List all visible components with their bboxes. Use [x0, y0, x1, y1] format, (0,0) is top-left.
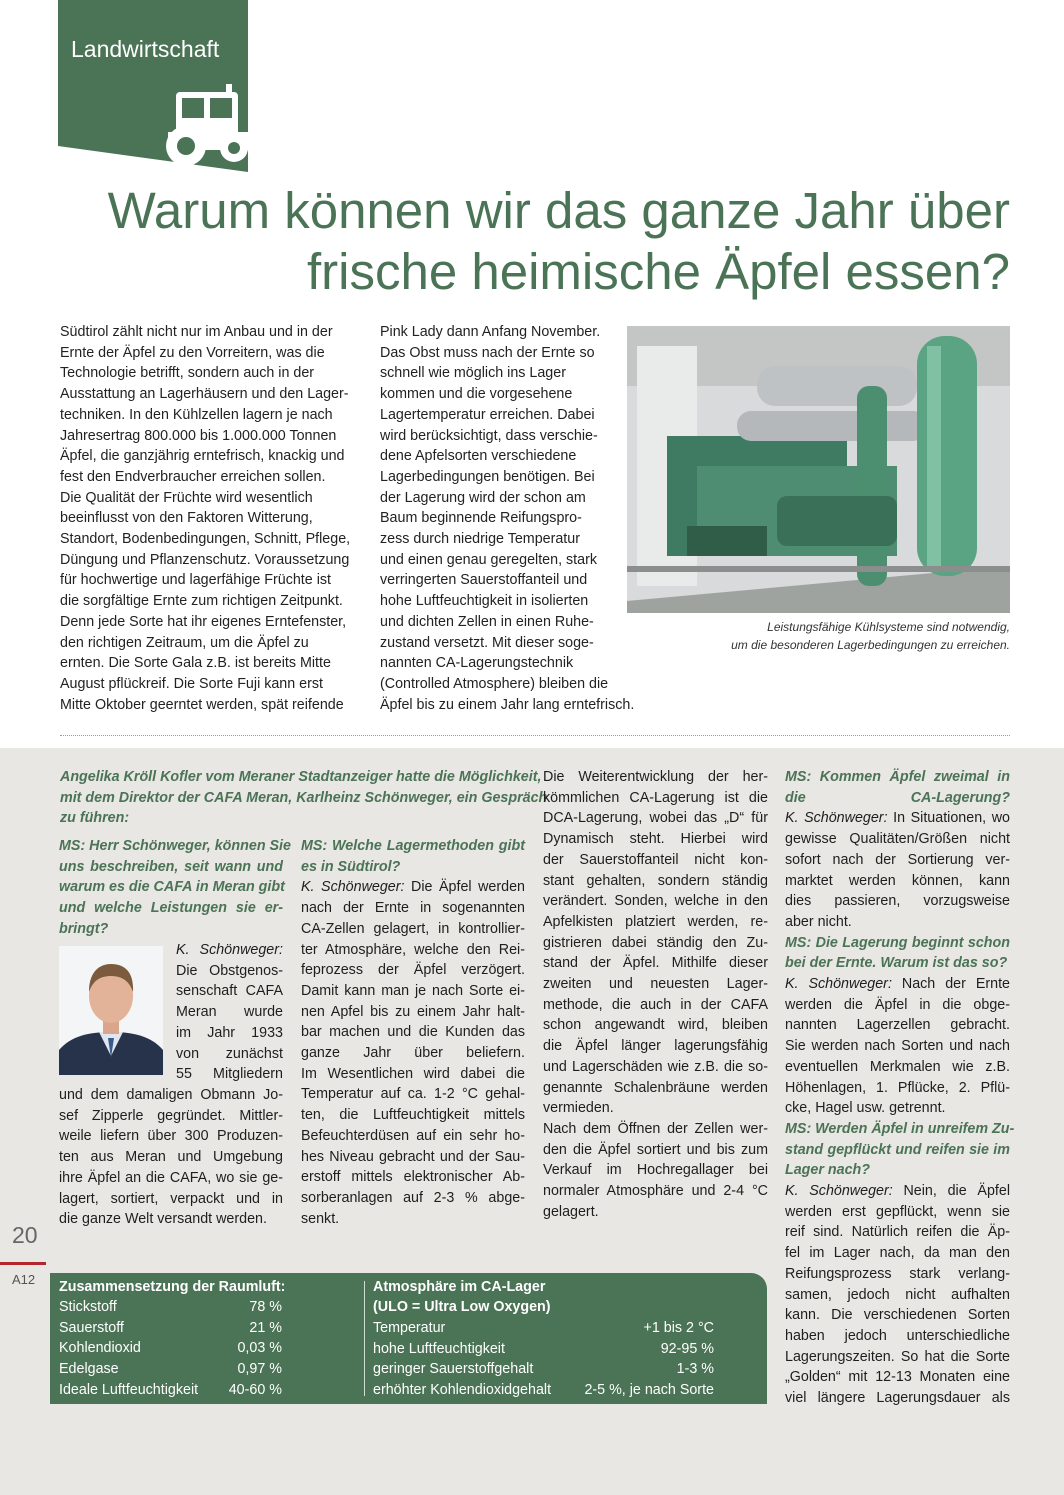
text-line: Damit kann man je nach Sorte ei- — [301, 982, 525, 999]
info-row-label: hohe Luftfeuchtigkeit — [373, 1340, 505, 1357]
text-line: techniken. In den Kühlzellen lagern je nach — [60, 406, 333, 423]
info-row-value: 2-5 %, je nach Sorte — [584, 1382, 714, 1399]
speaker-label: K. Schönweger: — [785, 1183, 893, 1200]
question-2 — [301, 836, 525, 877]
text-line: vermieden. — [543, 1100, 614, 1117]
text-line: Lagerbedingungen benötigen. Bei — [380, 468, 595, 485]
text-line: Düngung und Pflanzenschutz. Voraussetzung — [60, 551, 350, 568]
text-line: MS: Herr Schönweger, können Sie — [59, 838, 291, 854]
text-line: Nach dem Öffnen der Zellen wer- — [543, 1120, 768, 1137]
speaker-label: K. Schönweger: — [301, 879, 405, 896]
text-line: im Jahr 1933 — [176, 1024, 283, 1041]
text-line: gelagert. — [543, 1203, 599, 1220]
text-line: Lagertemperatur erreichen. Dabei — [380, 406, 595, 423]
question-1 — [59, 836, 291, 940]
info-row-label: Temperatur — [373, 1320, 446, 1336]
text-line: stand der Äpfel. Mithilfe dieser — [543, 955, 768, 972]
question-line: MS: Die Lagerung beginnt schon — [785, 934, 1010, 951]
text-line: ihre Äpfel an die CAFA, wo sie ge- — [59, 1169, 283, 1186]
text-line: verringerten Sauerstoffanteil und — [380, 572, 588, 589]
answer-line: cke, Hagel usw. getrennt. — [785, 1100, 946, 1117]
text-line: kommen und die vorgesehene — [380, 386, 573, 403]
text-line: weile liefern über 300 Produzen- — [59, 1128, 283, 1145]
text-line: Pink Lady dann Anfang November. — [380, 324, 601, 340]
text-line: Das Obst muss nach der Ernte so — [380, 344, 595, 361]
speaker-label: K. Schönweger: — [785, 976, 892, 993]
text-line: MS: Welche Lagermethoden gibt — [301, 838, 525, 854]
answer-line: fel im Lager nach, da man den — [785, 1245, 1010, 1262]
info-row-label: Ideale Luftfeuchtigkeit — [59, 1381, 199, 1398]
answer-line: gewisse Qualitäten/Größen nicht — [785, 831, 1010, 848]
info-row-label: erhöhter Kohlendioxidgehalt — [373, 1382, 552, 1399]
answer-line: marktet werden können, kann — [785, 872, 1010, 889]
text-line: Verkauf im Hochregallager bei — [543, 1162, 768, 1179]
text-line: mit dem Direktor der CAFA Meran, Karlheinz Schönweger, ein Gespräch — [60, 789, 548, 806]
info-row-label: Sauerstoff — [59, 1319, 124, 1336]
text-line: August pflückreif. Die Sorte Fuji kann erst — [60, 675, 324, 692]
info-row-label: Edelgase — [59, 1361, 119, 1378]
text-line: senkt. — [301, 1210, 340, 1227]
text-line: Äpfel, die ganzjährig erntefrisch, knackig und — [60, 448, 345, 465]
question-line: bei der Ernte. Warum ist das so? — [785, 955, 1008, 972]
text-line: es in Südtirol? — [301, 858, 401, 875]
headline-line: frische heimische Äpfel essen? — [306, 243, 1010, 300]
text-line: dene Apfelsorten verschiedene — [380, 448, 577, 465]
text-line: gistrieren dabei ständig den Zu- — [543, 934, 768, 951]
text-line: für hochwertige und lagerfähige Früchte ist — [60, 572, 331, 589]
answer-line: K. Schönweger: Nach der Ernte — [785, 976, 1010, 993]
text-line: schon angewandt wird, bleiben — [543, 1017, 768, 1034]
answer-1-continued — [59, 1085, 283, 1230]
answer-line: eventuellen Merkmalen wie z.B. — [785, 1058, 1010, 1075]
info-row-value: 0,03 % — [237, 1340, 282, 1357]
answer-2 — [301, 877, 525, 1229]
text-line: Denn jede Sorte hat ihr eigenes Erntefenster, — [60, 613, 347, 630]
info-row-value: +1 bis 2 °C — [643, 1320, 714, 1336]
answer-line: sofort nach der Sortierung ver- — [785, 851, 1010, 868]
answer-line: K. Schönweger: In Situationen, wo — [785, 810, 1010, 827]
text-line: Im Wesentlichen wird dabei die — [301, 1065, 525, 1082]
text-line: ernten. Die Sorte Gala z.B. ist bereits Mitte — [60, 655, 331, 672]
info-row-value: 78 % — [249, 1299, 282, 1315]
text-line: beeinflusst von den Faktoren Witterung, — [60, 510, 313, 527]
text-line: zess durch niedrige Temperatur — [380, 531, 580, 548]
question-line: stand gepflückt und reifen sie im — [785, 1141, 1010, 1158]
info-box-left-title: Zusammensetzung der Raumluft: — [59, 1279, 286, 1295]
section-tag — [58, 0, 248, 172]
answer-line: „Golden“ mit 12-13 Monaten eine — [785, 1369, 1010, 1386]
text-line: und dichten Zellen in einen Ruhe- — [380, 613, 594, 630]
text-line: Leistungsfähige Kühlsysteme sind notwendig, — [767, 620, 1010, 634]
text-line: Ausstattung an Lagerhäusern und den Lager- — [60, 386, 349, 403]
text-line: und Lagerschäden wie z.B. die so- — [543, 1058, 768, 1075]
text-line: ten, die Luftfeuchtigkeit mittels — [301, 1107, 525, 1124]
text-line: zu führen: — [60, 810, 130, 827]
info-box — [50, 1273, 767, 1404]
text-line: Jahresertrag 800.000 bis 1.000.000 Tonnen — [60, 427, 337, 444]
info-row-label: Kohlendioxid — [59, 1340, 141, 1357]
text-line: uns beschreiben, seit wann und — [59, 858, 283, 875]
info-row-label: Stickstoff — [59, 1299, 117, 1315]
text-line: den richtigen Zeitraum, um die Äpfel zu — [60, 634, 309, 651]
text-line: zustand versetzt. Mit dieser soge- — [380, 634, 594, 651]
text-line: den die Äpfel sortiert und bis zum — [543, 1141, 768, 1158]
question-line: die CA-Lagerung? — [785, 789, 1010, 806]
portrait-photo — [59, 946, 163, 1075]
answer-line: werden die Äpfel in die obge- — [785, 996, 1010, 1013]
answer-line: reif sind. Natürlich reifen die Äp- — [785, 1224, 1010, 1241]
answer-line: kann. Die verschiedenen Sorten — [785, 1307, 1010, 1324]
text-line: die ganze Welt versandt werden. — [59, 1211, 267, 1228]
headline-line: Warum können wir das ganze Jahr über — [107, 182, 1010, 239]
info-row-value: 92-95 % — [660, 1340, 714, 1357]
text-line: bringt? — [59, 920, 109, 937]
text-line: die Äpfel länger lagerungsfähig — [543, 1038, 768, 1055]
text-line: Ernte der Äpfel zu den Vorreitern, was die — [60, 344, 325, 361]
answer-line: viel längere Lagerungsdauer als — [785, 1390, 1010, 1407]
text-line: fest den Endverbraucher erreichen sollen. — [60, 468, 326, 485]
page-number: 20 — [12, 1222, 38, 1248]
text-line: 55 Mitgliedern — [176, 1066, 283, 1083]
intro-column-2 — [380, 322, 634, 715]
text-line: kömmlichen CA-Lagerung ist die — [543, 789, 768, 806]
text-line: wird berücksichtigt, dass verschie- — [380, 427, 598, 444]
text-line: feprozess der Äpfel verzögert. — [301, 962, 525, 979]
text-line: Dynamisch steht. Hierbei wird — [543, 831, 768, 848]
text-line: senschaft CAFA — [176, 983, 283, 1000]
info-box-separator — [364, 1281, 365, 1396]
answer-line: Reifungsprozess stark verlang- — [785, 1265, 1010, 1282]
text-line: Die Obstgenos- — [176, 962, 283, 979]
text-line: Mitte Oktober geerntet werden, spät reifende — [60, 696, 344, 713]
info-box-right-title: Atmosphäre im CA-Lager — [373, 1279, 546, 1295]
text-line: zweiten und neuesten Lager- — [543, 976, 768, 993]
answer-line: dies passieren, vorzugsweise — [785, 893, 1010, 910]
text-line: Die Weiterentwicklung der her- — [543, 769, 768, 785]
question-line: MS: Kommen Äpfel zweimal in — [785, 769, 1010, 785]
answer-line: werden erst gepflückt, wenn sie — [785, 1203, 1010, 1220]
text-line: Apfelkisten platziert werden, re- — [543, 913, 768, 930]
text-line: genannte Schalenbräune werden — [543, 1079, 768, 1096]
answer-line: Lagerungszeiten. So hat die Sorte — [785, 1348, 1010, 1365]
info-row-value: 1-3 % — [676, 1361, 714, 1378]
text-line: Technologie betrifft, sondern auch in der — [60, 365, 315, 382]
text-line: Standort, Bodenbedingungen, Schnitt, Pflege, — [60, 531, 351, 548]
page-number-rule — [0, 1262, 46, 1265]
text-line: verändert. Sonden, welche in den — [543, 893, 768, 910]
text-line: und dem damaligen Obmann Jo- — [59, 1087, 283, 1103]
text-line: ter Atmosphäre, welche den Rei- — [301, 941, 525, 958]
text-line: sef Zipperle gegründet. Mittler- — [59, 1107, 283, 1124]
text-line: CA-Zellen gelagert, in kontrollier- — [301, 920, 525, 937]
intro-column-1 — [60, 322, 350, 715]
cooling-system-photo — [627, 326, 1010, 613]
text-line: Meran wurde — [176, 1004, 283, 1021]
question-line: Lager nach? — [785, 1162, 871, 1179]
text-line: von zunächst — [176, 1045, 283, 1062]
text-line: Baum beginnende Reifungspro- — [380, 510, 582, 527]
text-line: der Lagerung wird der schon am — [380, 489, 586, 506]
info-row-label: geringer Sauerstoffgehalt — [373, 1361, 534, 1378]
text-line: um die besonderen Lagerbedingungen zu erreichen. — [731, 637, 1010, 652]
answer-line: nannten Lagerzellen gebracht. — [785, 1017, 1010, 1034]
text-line: methode, die auch in der CAFA — [543, 996, 768, 1013]
answer-line: Sie werden nach Sorten und nach — [785, 1038, 1010, 1055]
text-line: bar machen und die Kunden das — [301, 1024, 525, 1041]
text-line: warum es die CAFA in Meran gibt — [59, 879, 285, 896]
text-line: lagert, sortiert, verpackt und in — [59, 1190, 283, 1207]
answer-line: Höhenlagen, 1. Pflücke, 2. Pflü- — [785, 1079, 1010, 1096]
text-line: nannten CA-Lagerungstechnik — [380, 655, 574, 672]
text-line: Äpfel bis zu einem Jahr lang erntefrisch. — [380, 696, 635, 713]
text-line: hes Niveau gebracht und der Sau- — [301, 1148, 525, 1165]
answer-1-beside-photo — [176, 940, 283, 1085]
divider — [60, 735, 1010, 736]
answer-line: haben jedoch unterschiedliche — [785, 1327, 1010, 1344]
page-sub-label: A12 — [12, 1272, 36, 1287]
text-line: Die Qualität der Früchte wird wesentlich — [60, 489, 313, 506]
answer-line: samen, jedoch nicht aufhalten — [785, 1286, 1010, 1303]
speaker-label: K. Schönweger: — [176, 942, 283, 958]
interview-column-3 — [543, 767, 768, 1222]
info-row-value: 0,97 % — [237, 1361, 282, 1378]
section-label: Landwirtschaft — [71, 36, 220, 62]
text-line: nen Apfel bis zu einem Jahr halt- — [301, 1003, 525, 1020]
text-line: der Sauerstoffanteil nicht kon- — [543, 851, 768, 868]
text-line: (Controlled Atmosphere) bleiben die — [380, 675, 609, 692]
text-line: und einen genau geregelten, stark — [380, 551, 598, 568]
text-line: ganze Jahr über beliefern. — [301, 1045, 525, 1062]
text-line: Angelika Kröll Kofler vom Meraner Stadtanzeiger hatte die Möglichkeit, — [60, 769, 542, 785]
text-line: K. Schönweger: Die Äpfel werden — [301, 879, 525, 896]
text-line: ten aus Meran und Umgebung — [59, 1149, 283, 1166]
speaker-label: K. Schönweger: — [785, 810, 888, 827]
answer-line: aber nicht. — [785, 913, 852, 930]
text-line: nach der Ernte in sogenannten — [301, 900, 525, 917]
interview-column-4 — [785, 767, 1015, 1409]
text-line: die sorgfältige Ernte zum richtigen Zeitpunkt. — [60, 593, 343, 610]
text-line: stant gehalten, sondern ständig — [543, 872, 768, 889]
text-line: Südtirol zählt nicht nur im Anbau und in der — [60, 324, 333, 340]
text-line: schnell wie möglich ins Lager — [380, 365, 566, 382]
text-line: und welche Leistungen sie er- — [59, 900, 283, 917]
interview-lead — [60, 767, 547, 829]
text-line: hohe Luftfeuchtigkeit in isolierten — [380, 593, 589, 610]
text-line: sorberanlagen auf 2-3 % abge- — [301, 1189, 525, 1206]
info-row-value: 21 % — [249, 1319, 282, 1336]
text-line: normaler Atmosphäre und 2-4 °C — [543, 1183, 768, 1200]
photo-caption — [627, 619, 1010, 654]
info-row-value: 40-60 % — [228, 1381, 282, 1398]
text-line: Temperatur auf ca. 1-2 °C gehal- — [301, 1086, 525, 1103]
text-line: Befeuchterdüsen auf ein sehr ho- — [301, 1127, 525, 1144]
text-line: erstoff mittels elektronischer Ab- — [301, 1169, 525, 1186]
answer-line: K. Schönweger: Nein, die Äpfel — [785, 1183, 1010, 1200]
info-box-right-subtitle: (ULO = Ultra Low Oxygen) — [373, 1299, 551, 1315]
headline — [50, 180, 1010, 302]
text-line: DCA-Lagerung, wobei das „D“ für — [543, 810, 768, 827]
question-line: MS: Werden Äpfel in unreifem Zu- — [785, 1120, 1015, 1137]
interview-column-2 — [301, 836, 525, 1229]
